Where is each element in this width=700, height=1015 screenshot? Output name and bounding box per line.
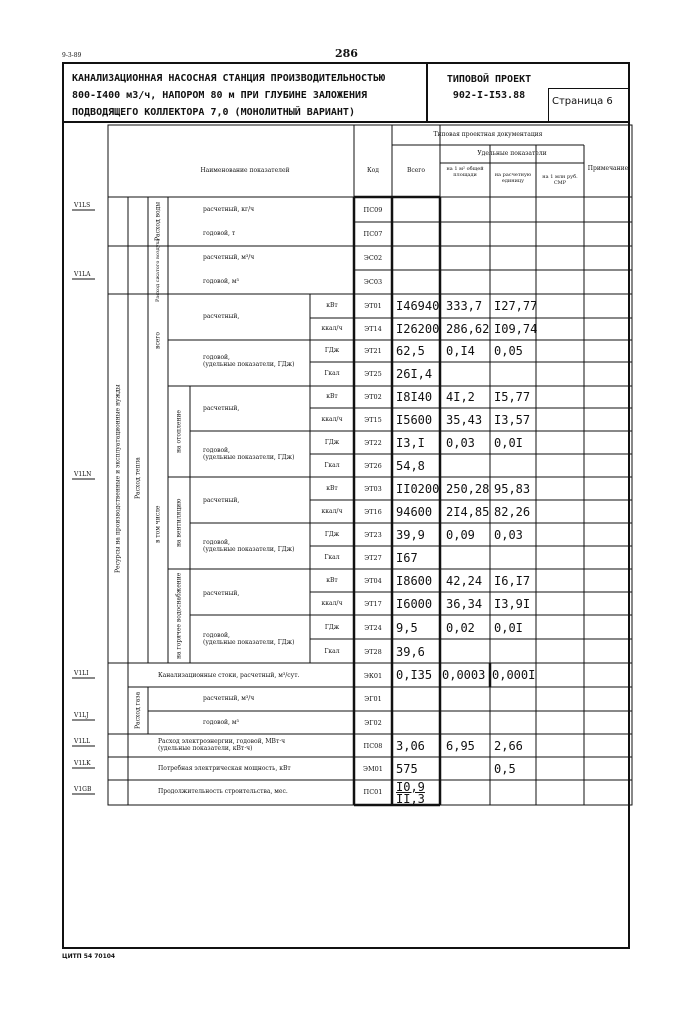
- doc-group-header: Типовая проектная документация: [433, 131, 543, 138]
- row-label: расчетный, кг/ч: [203, 206, 255, 213]
- unit-label: кВт: [326, 577, 338, 584]
- page-number: 286: [335, 47, 358, 60]
- row-label: расчетный,: [203, 590, 240, 597]
- per-unit-value: 95,83: [494, 482, 531, 496]
- row-code: ЭГ02: [364, 719, 382, 727]
- per-unit-value: I5,77: [494, 390, 531, 404]
- row-code: ЭТ24: [364, 624, 382, 632]
- per-mln-header: на 1 млн руб. СМР: [542, 174, 578, 186]
- per-m2-value: 36,34: [446, 597, 483, 611]
- per-unit-value: I27,77: [494, 299, 538, 313]
- row-code: ЭТ23: [364, 531, 382, 539]
- unit-label: Гкал: [324, 554, 340, 561]
- row-code: ЭТ21: [364, 347, 382, 355]
- total-value: 3,06: [396, 739, 425, 753]
- code-column-header: Код: [367, 167, 379, 174]
- row-label: годовой, (удельные показатели, ГДж): [203, 632, 295, 646]
- row-label: годовой, м³: [203, 278, 239, 285]
- row-code: ПС07: [363, 230, 383, 238]
- per-unit-value: 82,26: [494, 505, 531, 519]
- per-unit-value: 0,05: [494, 344, 523, 358]
- heating-group-label: на отопление: [175, 410, 183, 453]
- unit-label: ккал/ч: [321, 416, 343, 423]
- unit-label: кВт: [326, 485, 338, 492]
- row-label: расчетный,: [203, 405, 240, 412]
- per-unit-value: I09,74: [494, 322, 538, 336]
- incl-group-label: в том числе: [154, 505, 162, 544]
- row-label: Потребная электрическая мощность, кВт: [158, 765, 291, 772]
- side-code: V1LL: [74, 738, 91, 745]
- per-m2-header: на 1 м² общей площади: [446, 166, 484, 178]
- per-m2-value: 250,28: [446, 482, 490, 496]
- heat-group-label: Расход тепла: [134, 457, 142, 500]
- page-date: 9-3-89: [62, 52, 82, 59]
- total-value: I5600: [396, 413, 433, 427]
- total-value: I26200: [396, 322, 440, 336]
- per-m2-value: 0,02: [446, 621, 475, 635]
- unit-label: Гкал: [324, 370, 340, 377]
- gas-group-label: Расход газа: [134, 691, 142, 730]
- per-unit-value: 0,5: [494, 762, 516, 776]
- row-code: ЭТ27: [364, 554, 382, 562]
- total-value: I6000: [396, 597, 433, 611]
- unit-label: кВт: [326, 302, 338, 309]
- per-unit-value: I3,9I: [494, 597, 531, 611]
- per-m2-value: 4I,2: [446, 390, 475, 404]
- row-code: ЭС02: [363, 254, 383, 262]
- row-code: ПС09: [363, 206, 383, 214]
- unit-label: ГДж: [324, 624, 340, 631]
- row-code: ЭТ22: [364, 439, 382, 447]
- total-value: I3,I: [396, 436, 425, 450]
- unit-label: ккал/ч: [321, 508, 343, 515]
- document-title: КАНАЛИЗАЦИОННАЯ НАСОСНАЯ СТАНЦИЯ ПРОИЗВОДИТЕЛЬНОСТЬЮ 800-I400 м3/ч, НАПОРОМ 80 м ПРИ ГЛУБИНЕ ЗАЛОЖЕНИЯ ПОДВОДЯЩЕГО КОЛЛЕКТОРА 7,0 (МОНОЛИТНЫЙ ВАРИАНТ): [72, 73, 386, 118]
- row-code: ЭС03: [363, 278, 383, 286]
- side-code: V1LN: [74, 471, 92, 478]
- name-column-header: Наименование показателей: [200, 167, 290, 174]
- row-label: расчетный, м³/ч: [203, 254, 255, 261]
- total-column-header: Всего: [406, 167, 426, 174]
- per-unit-header: на расчетную единицу: [494, 172, 532, 184]
- row-code: ПС01: [363, 788, 383, 796]
- row-label: расчетный,: [203, 313, 240, 320]
- per-m2-value: 0,0003: [442, 668, 486, 682]
- row-label: Канализационные стоки, расчетный, м³/сут.: [158, 672, 300, 679]
- total-value: 39,9: [396, 528, 425, 542]
- project-label: ТИПОВОЙ ПРОЕКТ 902-I-I53.88: [430, 72, 548, 104]
- per-unit-value: I6,I7: [494, 574, 531, 588]
- side-code: V1LK: [74, 760, 91, 767]
- row-code: ЭТ03: [364, 485, 382, 493]
- total-value: II,3: [396, 792, 425, 806]
- specific-group-header: Удельные показатели: [477, 150, 547, 157]
- total-value: 0,I35: [396, 668, 433, 682]
- per-m2-value: 286,62: [446, 322, 490, 336]
- total-value: II0200: [396, 482, 440, 496]
- page-label: Страница 6: [552, 96, 613, 107]
- total-value: 54,8: [396, 459, 425, 473]
- total-value: 94600: [396, 505, 433, 519]
- total-value: I8I40: [396, 390, 433, 404]
- row-code: ПС08: [363, 742, 383, 750]
- side-code: V1LJ: [74, 712, 89, 719]
- total-value: I46940: [396, 299, 440, 313]
- row-code: ЭГ01: [364, 695, 382, 703]
- footer-code: ЦИТП 54 70104: [62, 953, 116, 960]
- per-unit-value: 0,03: [494, 528, 523, 542]
- side-code: V1LA: [74, 271, 91, 278]
- row-code: ЭТ01: [364, 302, 382, 310]
- unit-label: ккал/ч: [321, 600, 343, 607]
- project-number: 902-I-I53.88: [452, 90, 526, 101]
- unit-label: ккал/ч: [321, 325, 343, 332]
- row-label: расчетный,: [203, 497, 240, 504]
- total-value: I67: [396, 551, 418, 565]
- unit-label: ГДж: [324, 439, 340, 446]
- total-value: 26I,4: [396, 367, 433, 381]
- per-m2-value: 2I4,85: [446, 505, 490, 519]
- total-value: 39,6: [396, 645, 425, 659]
- all-group-label: всего: [154, 331, 162, 349]
- total-value: 62,5: [396, 344, 425, 358]
- row-code: ЭТ26: [364, 462, 382, 470]
- water-group-label: Расход воды: [154, 201, 162, 242]
- row-label: Расход электроэнергии, годовой, МВт·ч (удельные показатели, кВт·ч): [158, 738, 286, 752]
- row-code: ЭТ28: [364, 648, 382, 656]
- per-unit-value: 0,0I: [494, 436, 523, 450]
- note-column-header: Примечание: [587, 165, 629, 172]
- per-m2-value: 35,43: [446, 413, 483, 427]
- row-label: Продолжительность строительства, мес.: [158, 788, 288, 795]
- unit-label: ГДж: [324, 531, 340, 538]
- row-code: ЭТ04: [364, 577, 382, 585]
- side-code: V1GB: [74, 786, 92, 793]
- per-m2-value: 0,I4: [446, 344, 475, 358]
- row-code: ЭК01: [363, 672, 383, 680]
- total-value: 9,5: [396, 621, 418, 635]
- row-code: ЭТ02: [364, 393, 382, 401]
- side-code: V1LS: [74, 202, 91, 209]
- row-label: годовой, м³: [203, 719, 239, 726]
- row-code: ЭТ25: [364, 370, 382, 378]
- row-label: расчетный, м³/ч: [203, 695, 255, 702]
- per-unit-value: 0,0I: [494, 621, 523, 635]
- unit-label: Гкал: [324, 648, 340, 655]
- row-code: ЭТ14: [364, 325, 382, 333]
- row-code: ЭТ17: [364, 600, 382, 608]
- per-unit-value: 0,000I: [492, 668, 536, 682]
- per-m2-value: 0,03: [446, 436, 475, 450]
- unit-label: Гкал: [324, 462, 340, 469]
- per-m2-value: 0,09: [446, 528, 475, 542]
- per-m2-value: 333,7: [446, 299, 483, 313]
- per-m2-value: 6,95: [446, 739, 475, 753]
- row-label: годовой, (удельные показатели, ГДж): [203, 447, 295, 461]
- unit-label: ГДж: [324, 347, 340, 354]
- per-unit-value: I3,57: [494, 413, 531, 427]
- side-code: V1LI: [74, 670, 89, 677]
- per-m2-value: 42,24: [446, 574, 483, 588]
- hot-water-group-label: на горячее водоснабжение: [175, 572, 183, 660]
- total-value: 575: [396, 762, 418, 776]
- unit-label: кВт: [326, 393, 338, 400]
- row-code: ЭТ16: [364, 508, 382, 516]
- ventilation-group-label: на вентиляцию: [175, 498, 183, 548]
- row-label: годовой, (удельные показатели, ГДж): [203, 354, 295, 368]
- total-value: I0,9: [396, 780, 425, 794]
- per-unit-value: 2,66: [494, 739, 523, 753]
- row-code: ЭМ01: [363, 765, 383, 773]
- row-label: годовой, (удельные показатели, ГДж): [203, 539, 295, 553]
- total-value: I8600: [396, 574, 433, 588]
- air-group-label: Расход сжатого воздуха: [155, 238, 161, 302]
- resources-group-label: Ресурсы на производственные и эксплуатационные нужды: [114, 384, 122, 573]
- row-label: годовой, т: [203, 230, 236, 237]
- row-code: ЭТ15: [364, 416, 382, 424]
